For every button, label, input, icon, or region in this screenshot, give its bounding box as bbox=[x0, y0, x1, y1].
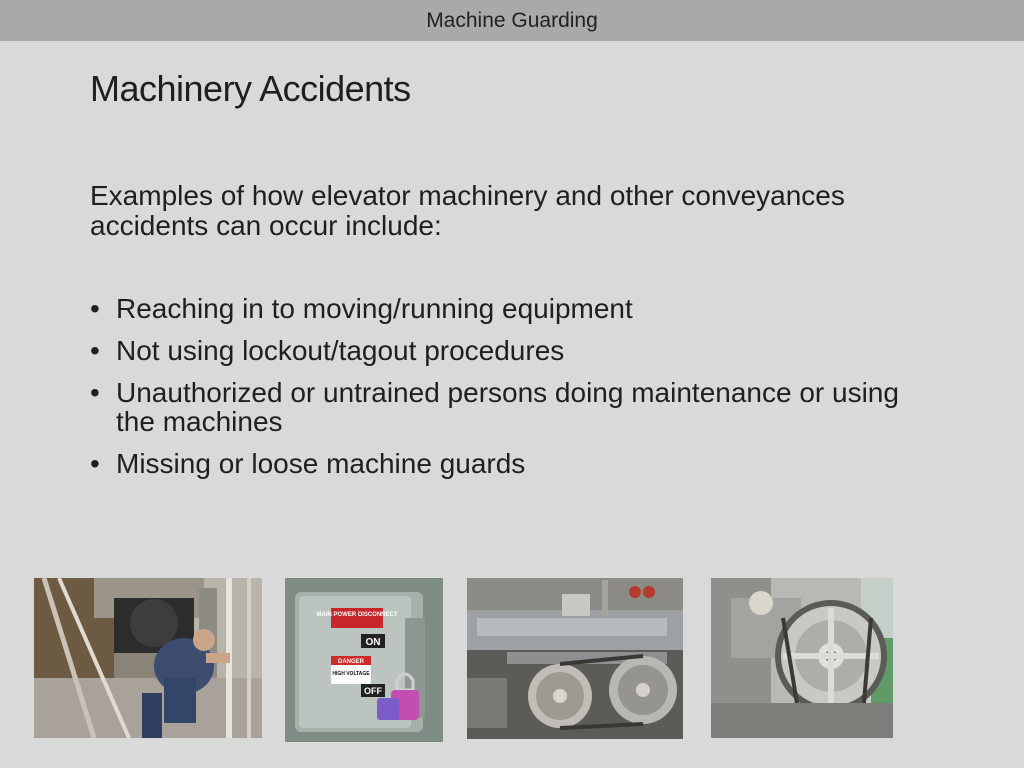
bullet-icon: • bbox=[90, 377, 100, 408]
list-item bbox=[90, 336, 910, 365]
bullet-icon: • bbox=[90, 335, 100, 366]
lockout-disconnect-box-photo bbox=[285, 578, 443, 742]
bullet-list bbox=[90, 294, 910, 491]
bullet-icon: • bbox=[90, 293, 100, 324]
sign-on: ON bbox=[365, 637, 381, 648]
elevator-drive-sheaves-photo bbox=[467, 578, 683, 739]
bullet-text: Missing or loose machine guards bbox=[116, 448, 526, 479]
sign-main-power: MAIN POWER DISCONNECT bbox=[316, 612, 398, 618]
list-item bbox=[90, 449, 910, 478]
bullet-text: Not using lockout/tagout procedures bbox=[116, 335, 565, 366]
header-title: Machine Guarding bbox=[426, 8, 598, 32]
intro-text: Examples of how elevator machinery and other conveyances accidents can occur include: bbox=[90, 180, 845, 241]
sign-danger: DANGER bbox=[337, 659, 365, 665]
sign-high-voltage: HIGH VOLTAGE bbox=[332, 671, 370, 677]
bullet-text: Unauthorized or untrained persons doing maintenance or using the machines bbox=[116, 377, 899, 437]
belt-pulley-machine-photo bbox=[711, 578, 893, 738]
slide-header-bar bbox=[0, 0, 1024, 41]
sign-off: OFF bbox=[364, 686, 382, 696]
slide-title: Machinery Accidents bbox=[90, 68, 411, 109]
worker-in-elevator-shaft-photo bbox=[34, 578, 262, 738]
list-item bbox=[90, 294, 910, 323]
list-item bbox=[90, 378, 910, 436]
bullet-icon: • bbox=[90, 448, 100, 479]
bullet-text: Reaching in to moving/running equipment bbox=[116, 293, 633, 324]
